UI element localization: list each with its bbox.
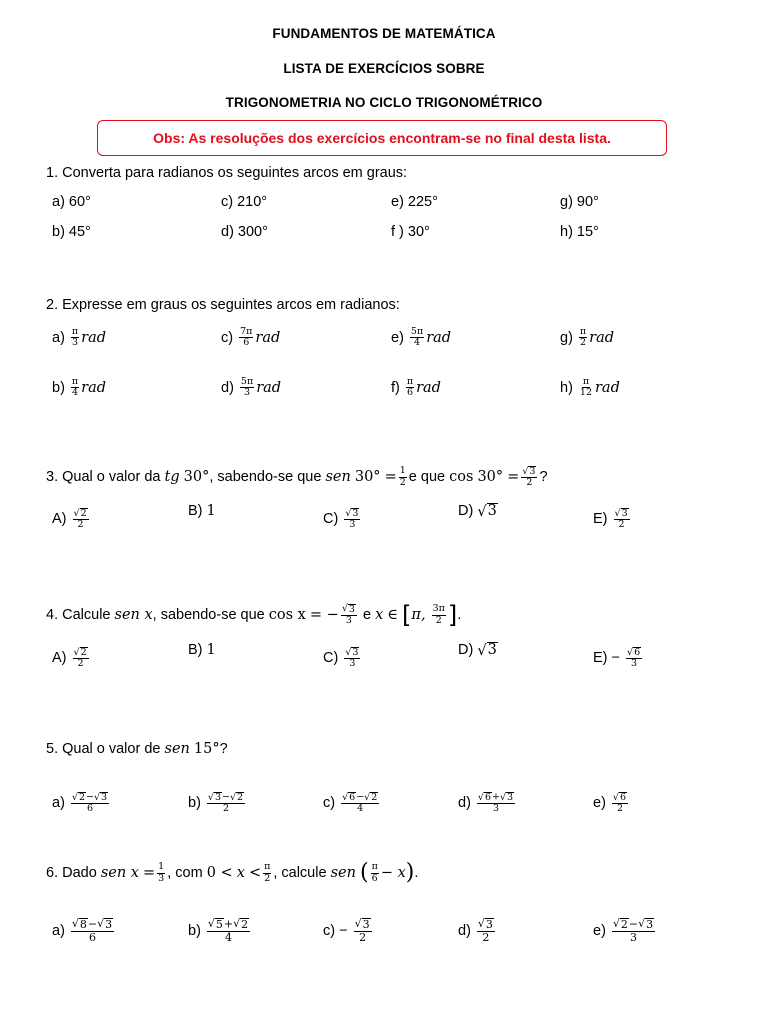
q4-in: ∈ (387, 607, 399, 623)
q4-pi: π, (411, 607, 426, 623)
q3-label-e: E) (593, 511, 608, 528)
q4-e-root: 6 (634, 647, 641, 658)
q4-option-d (458, 642, 498, 659)
q6-option-d (458, 918, 497, 944)
right-paren-icon: ) (405, 860, 415, 885)
q2-rad-unit: rad (595, 379, 620, 396)
q2-item-d (221, 377, 281, 399)
q6-pi6-num: π (371, 861, 378, 873)
q6-sen: sen (330, 865, 356, 881)
q6-label-b: b) (188, 922, 201, 939)
q2-num: π (582, 376, 590, 387)
q2-rad-unit: rad (81, 379, 107, 396)
q4-cos-value (341, 604, 357, 626)
q1-item-e: e) 225° (391, 194, 438, 210)
q5-option-b (188, 792, 247, 814)
q6-eq: = (143, 865, 156, 881)
q2-label: d) (221, 379, 234, 396)
sqrt-icon: √ 3 (345, 646, 359, 658)
q5-b-r2: 2 (237, 792, 244, 803)
q6-e-op: − (628, 917, 639, 931)
q5-c-r1: 6 (349, 792, 356, 803)
right-bracket-icon: ] (447, 601, 458, 629)
sqrt-icon: √ 2 (229, 791, 244, 803)
sqrt-icon: √ 3 (354, 917, 370, 931)
q5-angle: 15° (193, 741, 220, 757)
q6-ineq2: < (248, 865, 262, 881)
q6-label-a: a) (52, 922, 65, 939)
course-title: FUNDAMENTOS DE MATEMÁTICA (272, 26, 496, 41)
q4-a-den: 2 (77, 657, 84, 669)
q2-label: f) (391, 379, 400, 396)
q2-item-g (560, 327, 614, 349)
q6-e-r1: 2 (620, 918, 628, 931)
sqrt-icon: √ 2 (71, 791, 86, 803)
q6-e-den: 3 (630, 930, 638, 944)
q5-qmark: ? (219, 741, 228, 757)
q5-label-a: a) (52, 795, 65, 812)
q3-e-den: 2 (618, 518, 625, 530)
q6-label-c: c) − (323, 922, 348, 939)
q3-equals-2: = (507, 469, 520, 486)
q4-c-den: 3 (349, 657, 356, 669)
q4-3pi-num: 3π (432, 603, 445, 615)
q3-option-b (188, 503, 216, 519)
q1-item-h: h) 15° (560, 224, 599, 240)
q2-num: 7π (240, 326, 253, 337)
q6-e-r2: 3 (646, 918, 654, 931)
q4-label-d: D) (458, 642, 474, 659)
obs-text: Obs: As resoluções dos exercícios encontram-se no final desta lista. (153, 130, 611, 146)
q2-item-a (52, 327, 106, 349)
q6-d-den: 2 (482, 930, 490, 944)
q5-d-den: 3 (492, 802, 500, 814)
q3-a-root: 2 (80, 508, 87, 519)
q3-cos: cos (449, 469, 474, 486)
q3-label-c: C) (323, 511, 339, 528)
sqrt-icon: √ 3 (93, 791, 108, 803)
q4-d-root: 3 (487, 642, 497, 658)
q2-den: 4 (72, 387, 79, 399)
q6-text-mid: , com (167, 865, 203, 881)
q2-fraction (579, 377, 593, 399)
q5-a-r2: 3 (101, 792, 108, 803)
q6-c-r1: 3 (362, 918, 370, 931)
q2-den: 2 (580, 337, 587, 349)
q2-den: 6 (406, 387, 413, 399)
sqrt-icon: √ 3 (477, 642, 497, 659)
q2-den: 6 (243, 337, 250, 349)
q4-b-value: 1 (206, 642, 216, 658)
q5-text-pre: 5. Qual o valor de (46, 741, 161, 757)
q6-text-pre: 6. Dado (46, 865, 97, 881)
q4-e-den: 3 (631, 657, 638, 669)
q3-c-den: 3 (349, 518, 356, 530)
question-6 (46, 862, 418, 884)
q2-rad-unit: rad (589, 329, 615, 346)
sqrt-icon: √ 6 (477, 791, 492, 803)
q2-den: 3 (244, 387, 251, 399)
q3-option-d (458, 503, 498, 520)
q3-c-root: 3 (352, 508, 359, 519)
sqrt-icon: √ 2 (233, 917, 249, 931)
q2-item-f (391, 377, 441, 399)
q6-pi-den: 2 (264, 872, 271, 884)
q6-third-num: 1 (158, 861, 165, 873)
question-5 (46, 741, 228, 757)
q2-num: π (579, 326, 587, 337)
q4-3pi2 (432, 604, 446, 626)
q6-a-op: − (87, 917, 98, 931)
q6-minus-x: − x (380, 865, 406, 881)
question-3 (46, 466, 548, 488)
q6-text-mid2: , calcule (273, 865, 327, 881)
topic-title: TRIGONOMETRIA NO CICLO TRIGONOMÉTRICO (225, 95, 543, 110)
list-title: LISTA DE EXERCÍCIOS SOBRE (283, 61, 485, 76)
q3-label-a: A) (52, 511, 67, 528)
q5-d-op: + (492, 791, 500, 803)
q2-den: 4 (414, 337, 421, 349)
q4-cos-den: 3 (345, 614, 352, 626)
q6-c-den: 2 (359, 930, 367, 944)
q5-d-r1: 6 (484, 792, 492, 803)
sqrt-icon: √ 6 (342, 791, 356, 803)
q5-b-den: 2 (222, 802, 230, 814)
q5-e-den: 2 (616, 802, 623, 814)
q3-cos-den: 2 (526, 476, 533, 488)
q3-qmark: ? (539, 469, 548, 486)
q2-num: 5π (240, 376, 254, 387)
left-paren-icon: ( (359, 860, 369, 885)
q5-b-op: − (222, 791, 230, 803)
q6-label-e: e) (593, 922, 606, 939)
q6-third-den: 3 (158, 872, 165, 884)
q2-label: g) (560, 329, 573, 346)
question-1: 1. Converta para radianos os seguintes arcos em graus: (46, 165, 408, 181)
question-2: 2. Expresse em graus os seguintes arcos em radianos: (46, 297, 400, 313)
q4-a-root: 2 (80, 647, 87, 658)
q1-item-a: a) 60° (52, 194, 91, 210)
q3-option-a (52, 508, 91, 530)
q2-num: π (71, 376, 79, 387)
q4-x: x (375, 607, 384, 623)
q2-fraction (239, 327, 253, 349)
q3-text-pre: 3. Qual o valor da (46, 469, 161, 486)
q6-option-e (593, 918, 657, 944)
q4-option-b (188, 642, 216, 658)
sqrt-icon: √ 3 (638, 917, 654, 931)
sqrt-icon: √ 3 (345, 507, 359, 519)
q6-a-r2: 3 (105, 918, 113, 931)
sqrt-icon: √ 3 (477, 917, 493, 931)
q3-e-root: 3 (621, 508, 628, 519)
q6-x: x (236, 865, 245, 881)
q2-rad-unit: rad (416, 379, 441, 396)
q2-label: h) (560, 379, 573, 396)
sqrt-icon: √ 2 (364, 791, 378, 803)
q4-cos-root: 3 (348, 603, 355, 615)
q4-text-pre: 4. Calcule (46, 607, 111, 623)
q5-c-op: − (356, 791, 365, 803)
q3-cos-value (521, 466, 537, 488)
q3-sqrt-icon: √ 3 (522, 465, 536, 477)
q3-label-b: B) (188, 503, 203, 519)
q2-den: 3 (72, 337, 79, 349)
q5-a-den: 6 (86, 802, 94, 814)
q5-b-r1: 3 (214, 792, 222, 803)
q2-item-h (560, 377, 620, 399)
q3-cos-root: 3 (529, 466, 536, 477)
sqrt-icon: √ 5 (207, 917, 223, 931)
q6-end: . (414, 865, 419, 881)
q3-angle-2: 30° (354, 469, 381, 486)
sqrt-icon: √ 3 (207, 791, 222, 803)
q4-e: e (362, 607, 372, 623)
q3-sen: sen (325, 469, 351, 486)
q2-rad-unit: rad (255, 329, 281, 346)
q3-tg: tg (164, 469, 180, 486)
q2-fraction (406, 377, 414, 399)
q4-label-c: C) (323, 650, 339, 667)
sqrt-icon: √ 6 (627, 646, 641, 658)
q5-c-den: 4 (357, 802, 364, 814)
sqrt-icon: √ 8 (71, 917, 87, 931)
q2-num: 5π (410, 326, 424, 337)
sqrt-icon: √ 6 (612, 791, 627, 803)
q3-half-num: 1 (399, 465, 406, 477)
q6-pi-half (263, 862, 271, 884)
sqrt-icon: √ 3 (97, 917, 113, 931)
q3-angle-3: 30° (477, 469, 504, 486)
sqrt-icon: √ 2 (73, 646, 87, 658)
q6-b-r2: 2 (241, 918, 249, 931)
q5-d-r2: 3 (507, 792, 514, 803)
q2-fraction (71, 377, 79, 399)
q1-item-f: f ) 30° (391, 224, 430, 240)
q2-fraction (579, 327, 587, 349)
q3-half-den: 2 (399, 476, 406, 488)
q5-option-e (593, 792, 630, 814)
q4-end: . (457, 607, 462, 623)
q2-fraction (71, 327, 79, 349)
q2-label: e) (391, 329, 404, 346)
q6-option-b (188, 918, 252, 944)
q6-a-den: 6 (89, 930, 97, 944)
q5-a-op: − (86, 791, 94, 803)
q4-option-e (593, 647, 644, 669)
q4-text-mid: , sabendo-se que (152, 607, 265, 623)
q6-label-d: d) (458, 922, 471, 939)
q6-pi6-den: 6 (371, 872, 378, 884)
q2-num: π (71, 326, 79, 337)
q2-item-c (221, 327, 280, 349)
q2-label: c) (221, 329, 234, 346)
q4-label-b: B) (188, 642, 203, 658)
q5-c-r2: 2 (371, 792, 378, 803)
q6-third (157, 862, 165, 884)
q6-senx: sen x (100, 865, 139, 881)
q6-b-den: 4 (225, 930, 233, 944)
sqrt-icon: √ 3 (341, 603, 355, 615)
q6-option-c (323, 918, 374, 944)
q5-e-r1: 6 (619, 792, 627, 803)
q4-3pi-den: 2 (435, 614, 442, 626)
q5-option-a (52, 792, 111, 814)
q1-item-d: d) 300° (221, 224, 268, 240)
q4-c-root: 3 (352, 647, 359, 658)
q4-cosx: cos x (268, 607, 306, 623)
q5-sen: sen (164, 741, 190, 757)
q6-d-r1: 3 (485, 918, 493, 931)
sqrt-icon: √ 2 (612, 917, 628, 931)
q3-option-e (593, 508, 632, 530)
q4-label-e: E) − (593, 650, 620, 667)
q6-ineq1: 0 < (206, 865, 233, 881)
q2-num: π (406, 376, 414, 387)
q2-rad-unit: rad (81, 329, 107, 346)
q3-label-d: D) (458, 503, 474, 520)
q3-a-den: 2 (77, 518, 84, 530)
q6-option-a (52, 918, 116, 944)
q2-rad-unit: rad (426, 329, 452, 346)
q5-option-c (323, 792, 381, 814)
q3-equals: = (384, 469, 397, 486)
q6-pi-num: π (264, 861, 271, 873)
q3-d-root: 3 (487, 503, 497, 519)
q1-item-g: g) 90° (560, 194, 599, 210)
q3-text-mid: , sabendo-se que (209, 469, 322, 486)
q2-fraction (410, 327, 424, 349)
q4-option-c (323, 647, 362, 669)
q1-item-c: c) 210° (221, 194, 268, 210)
q5-option-d (458, 792, 517, 814)
sqrt-icon: √ 3 (477, 503, 497, 520)
obs-note (97, 120, 667, 156)
sqrt-icon: √ 2 (73, 507, 87, 519)
q5-label-e: e) (593, 795, 606, 812)
q5-label-b: b) (188, 795, 201, 812)
q6-b-r1: 5 (215, 918, 223, 931)
q5-label-c: c) (323, 795, 336, 812)
sqrt-icon: √ 3 (614, 507, 628, 519)
q2-rad-unit: rad (256, 379, 282, 396)
question-4 (46, 603, 461, 627)
q6-pi-sixth (371, 862, 379, 884)
q4-senx: sen x (114, 607, 153, 623)
q3-angle: 30° (183, 469, 210, 486)
q4-eqneg: = − (309, 607, 339, 623)
q4-label-a: A) (52, 650, 67, 667)
q4-option-a (52, 647, 91, 669)
q5-label-d: d) (458, 795, 471, 812)
q3-b-value: 1 (206, 503, 216, 519)
q2-fraction (240, 377, 254, 399)
q1-item-b: b) 45° (52, 224, 91, 240)
q2-den: 12 (579, 387, 592, 399)
sqrt-icon: √ 3 (499, 791, 514, 803)
q3-text-mid2: e que (408, 469, 446, 486)
q2-item-b (52, 377, 106, 399)
q2-item-e (391, 327, 451, 349)
q2-label: b) (52, 379, 65, 396)
q5-a-r1: 2 (78, 792, 86, 803)
q6-b-op: + (223, 917, 234, 931)
q2-label: a) (52, 329, 65, 346)
q6-a-r1: 8 (79, 918, 87, 931)
q3-option-c (323, 508, 362, 530)
q3-half (399, 466, 407, 488)
left-bracket-icon: [ (402, 601, 412, 629)
